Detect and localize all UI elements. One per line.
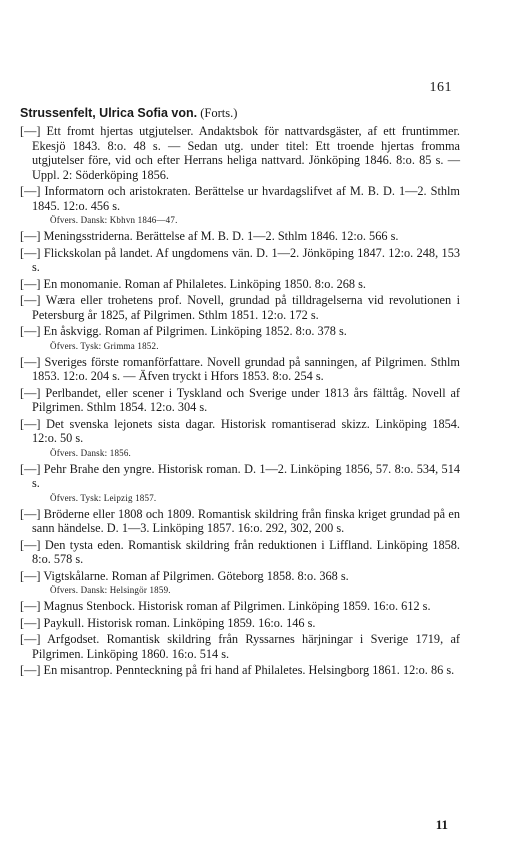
printer-signature-mark: 11 bbox=[435, 817, 448, 832]
translation-note: Öfvers. Tysk: Leipzig 1857. bbox=[50, 492, 157, 503]
bibliography-entry: [—] Informatorn och aristokraten. Berättelse ur hvardagslifvet af M. B. D. 1—2. Sthlm 1845. 12:o. 456 s. bbox=[20, 184, 460, 213]
continued-label: (Forts.) bbox=[200, 106, 238, 120]
bibliography-entry: [—] Vigtskålarne. Roman af Pilgrimen. Göteborg 1858. 8:o. 368 s. bbox=[20, 568, 349, 583]
author-name: Strussenfelt, Ulrica Sofia von. bbox=[20, 106, 198, 120]
translation-note: Öfvers. Dansk: Helsingör 1859. bbox=[50, 585, 171, 595]
bibliography-entry: [—] En monomanie. Roman af Philaletes. Linköping 1850. 8:o. 268 s. bbox=[20, 276, 366, 291]
author-heading bbox=[20, 106, 237, 121]
bibliography-entry: [—] En åskvigg. Roman af Pilgrimen. Linköping 1852. 8:o. 378 s. bbox=[20, 324, 347, 338]
translation-note: Öfvers. Tysk: Grimma 1852. bbox=[50, 340, 159, 351]
bibliography-entry: [—] Det svenska lejonets sista dagar. Historisk romantiserad skizz. Linköping 1854. 12:o. 50 s. bbox=[20, 416, 460, 445]
bibliography-entry: [—] Wæra eller trohetens prof. Novell, grundad på tilldragelserna vid revolutionen i Petersburg år 1825, af Pilgrimen. Sthlm 1851. 12:o. 172 s. bbox=[20, 293, 460, 322]
bibliography-entry: [—] En misantrop. Pennteckning på fri hand af Philaletes. Helsingborg 1861. 12:o. 86 s. bbox=[20, 663, 455, 677]
bibliography-entry: [—] Perlbandet, eller scener i Tyskland och Sverige under 1813 års fälttåg. Novell af Pilgrimen. Sthlm 1854. 12:o. 304 s. bbox=[20, 385, 460, 414]
translation-note: Öfvers. Dansk: Kbhvn 1846—47. bbox=[50, 215, 178, 225]
bibliography-list bbox=[20, 124, 460, 680]
bibliography-entry: [—] Pehr Brahe den yngre. Historisk roman. D. 1—2. Linköping 1856, 57. 8:o. 534, 514 s. bbox=[20, 461, 460, 490]
bibliography-entry: [—] Ett fromt hjertas utgjutelser. Andaktsbok för nattvardsgäster, af ett fruntimmer. Ekesjö 1843. 8:o. 48 s. — Sedan utg. under titel: Ett troende hjertas fromma utgjutelser före, vid och efter Herrans heliga nattvard. Jönköping 1846. 8:o. 85 s. — Uppl. 2: Söderköping 1856. bbox=[20, 124, 460, 182]
bibliography-entry: [—] Flickskolan på landet. Af ungdomens vän. D. 1—2. Jönköping 1847. 12:o. 248, 153 s. bbox=[20, 245, 460, 274]
bibliography-entry: [—] Bröderne eller 1808 och 1809. Romantisk skildring från finska kriget grundad på en sann händelse. D. 1—3. Linköping 1857. 16:o. 292, 302, 200 s. bbox=[20, 506, 460, 535]
translation-note: Öfvers. Dansk: 1856. bbox=[50, 447, 131, 458]
bibliography-entry: [—] Paykull. Historisk roman. Linköping 1859. 16:o. 146 s. bbox=[20, 615, 316, 630]
bibliography-entry: [—] Sveriges förste romanförfattare. Novell grundad på sanningen, af Pilgrimen. Sthlm 1853. 12:o. 204 s. — Äfven tryckt i Hfors 1853. 8:o. 254 s. bbox=[20, 354, 460, 383]
bibliography-entry: [—] Meningsstriderna. Berättelse af M. B. D. 1—2. Sthlm 1846. 12:o. 566 s. bbox=[20, 229, 399, 243]
bibliography-entry: [—] Magnus Stenbock. Historisk roman af Pilgrimen. Linköping 1859. 16:o. 612 s. bbox=[20, 599, 431, 613]
page-number: 161 bbox=[429, 80, 452, 95]
bibliography-entry: [—] Arfgodset. Romantisk skildring från Ryssarnes härjningar i Sverige 1719, af Pilgrimen. Linköping 1860. 16:o. 514 s. bbox=[20, 632, 460, 661]
bibliography-entry: [—] Den tysta eden. Romantisk skildring från reduktionen i Liffland. Linköping 1858. 8:o. 578 s. bbox=[20, 537, 460, 566]
